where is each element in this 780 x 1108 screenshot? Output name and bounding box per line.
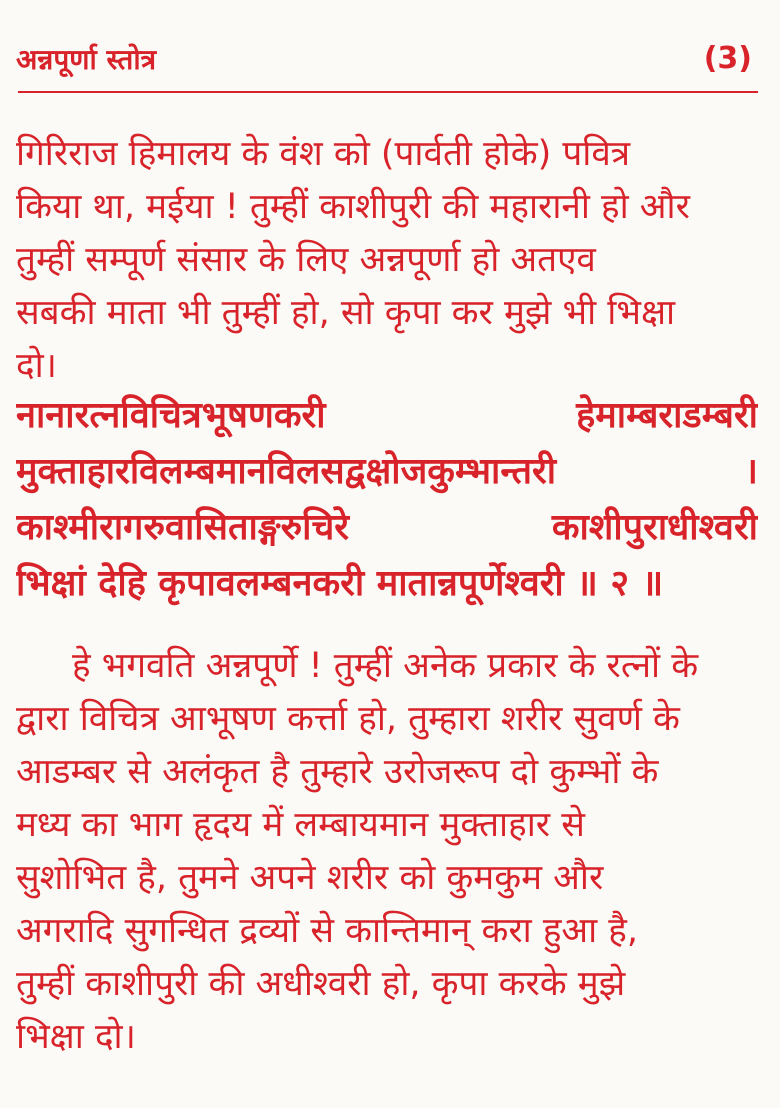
paragraph-line: सुशोभित है, तुमने अपने शरीर को कुमकुम और [16,858,604,898]
sanskrit-verse [16,388,758,612]
verse-line-left: काश्मीरागरुवासिताङ्गरुचिरे [16,507,350,548]
paragraph-line: किया था, मईया ! तुम्हीं काशीपुरी की महारानी हो और [16,187,690,227]
verse-line [16,388,758,444]
verse-line [16,444,758,500]
verse-line-left: मुक्ताहारविलम्बमानविलसद्वक्षोजकुम्भान्तरी [16,451,557,492]
verse-line-left: भिक्षां देहि कृपावलम्बनकरी मातान्नपूर्णेश्वरी ॥ २ ॥ [16,563,664,604]
paragraph-line: तुम्हीं काशीपुरी की अधीश्वरी हो, कृपा करके मुझे [16,964,626,1004]
verse-line-left: नानारत्नविचित्रभूषणकरी [16,395,326,436]
verse-line [16,556,758,612]
paragraph-line: गिरिराज हिमालय के वंश को (पार्वती होके) पवित्र [16,134,631,174]
header-divider [18,91,758,93]
verse-line [16,500,758,556]
page-header [16,22,758,84]
paragraph-line: भिक्षा दो। [16,1017,136,1057]
translation-paragraph-2 [16,640,758,1064]
paragraph-line: हे भगवति अन्नपूर्णे ! तुम्हीं अनेक प्रकार के रत्नों के [72,646,699,686]
paragraph-line: द्वारा विचित्र आभूषण कर्त्ता हो, तुम्हारा शरीर सुवर्ण के [16,699,680,739]
paragraph-line: मध्य का भाग हृदय में लम्बायमान मुक्ताहार से [16,805,585,845]
verse-line-right: । [744,451,758,492]
paragraph-line: आडम्बर से अलंकृत है तुम्हारे उरोजरूप दो कुम्भों के [16,752,659,792]
paragraph-line: तुम्हीं सम्पूर्ण संसार के लिए अन्नपूर्णा हो अतएव [16,240,596,280]
translation-paragraph-1 [16,128,758,393]
paragraph-line: सबकी माता भी तुम्हीं हो, सो कृपा कर मुझे भी भिक्षा [16,293,676,333]
paragraph-line: अगरादि सुगन्धित द्रव्यों से कान्तिमान् करा हुआ है, [16,911,639,951]
verse-line-right: काशीपुराधीश्वरी [551,507,758,548]
page-number: (3) [703,41,752,76]
page-title: अन्नपूर्णा स्तोत्र [16,43,157,76]
verse-line-right: हेमाम्बराडम्बरी [576,395,758,436]
paragraph-line: दो। [16,346,57,386]
